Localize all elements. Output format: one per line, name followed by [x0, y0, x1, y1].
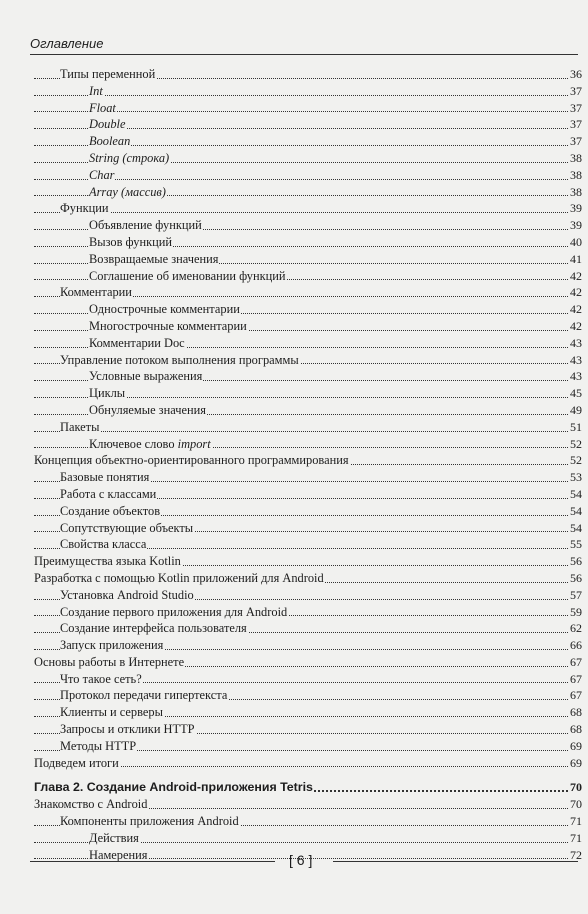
toc-entry-title: Намерения [89, 847, 148, 862]
toc-entry [34, 200, 582, 217]
toc-entry [34, 830, 582, 847]
toc-entry-title: String (строка) [89, 150, 170, 165]
footer-rule-right [333, 861, 578, 862]
toc-entry-title: Базовые понятия [60, 470, 150, 485]
toc-entry-title: Комментарии Doc [89, 335, 185, 350]
table-of-contents [34, 66, 582, 863]
toc-page-number: 68 [570, 722, 582, 737]
toc-entry [34, 268, 582, 285]
toc-page-number: 41 [570, 251, 582, 266]
toc-page-number: 36 [570, 67, 582, 81]
toc-entry-title: Создание объектов [60, 503, 161, 518]
toc-entry-title: Однострочные комментарии [89, 302, 240, 317]
toc-entry [34, 704, 582, 721]
toc-page-number: 70 [570, 780, 582, 795]
toc-page-number: 39 [570, 218, 582, 233]
toc-page-number: 45 [570, 386, 582, 401]
toc-entry [34, 116, 582, 133]
toc-entry [34, 570, 582, 587]
page-number: [ 6 ] [289, 852, 313, 868]
toc-page-number: 72 [570, 847, 582, 862]
toc-entry-title: Комментарии [60, 285, 132, 300]
toc-entry-title: Основы работы в Интернете [34, 654, 185, 669]
toc-entry-title: Компоненты приложения Android [60, 814, 239, 829]
toc-page-number: 52 [570, 436, 582, 451]
toc-entry [34, 184, 582, 201]
toc-entry-title: Сопутствующие объекты [60, 520, 194, 535]
toc-entry-title: Float [89, 100, 116, 115]
toc-entry-title: Запросы и отклики HTTP [60, 722, 195, 737]
header-rule [30, 54, 578, 55]
toc-entry-title: Действия [89, 830, 139, 845]
toc-entry [34, 796, 582, 813]
toc-page-number: 54 [570, 486, 582, 501]
toc-entry [34, 402, 582, 419]
toc-entry [34, 637, 582, 654]
toc-entry-title: Типы переменной [60, 67, 156, 81]
toc-page-number: 54 [570, 520, 582, 535]
toc-page-number: 38 [570, 184, 582, 199]
toc-page-number: 67 [570, 688, 582, 703]
toc-entry [34, 352, 582, 369]
toc-page-number: 42 [570, 302, 582, 317]
toc-page-number: 70 [570, 797, 582, 812]
toc-entry [34, 301, 582, 318]
toc-entry-title: Запуск приложения [60, 638, 164, 653]
toc-entry [34, 469, 582, 486]
toc-page-number: 37 [570, 83, 582, 98]
toc-entry-title: Пакеты [60, 419, 100, 434]
toc-entry [34, 66, 582, 83]
toc-entry-title: Клиенты и серверы [60, 705, 163, 720]
toc-entry [34, 503, 582, 520]
toc-entry [34, 654, 582, 671]
toc-entry [34, 738, 582, 755]
toc-page-number: 62 [570, 621, 582, 636]
toc-page-number: 71 [570, 814, 582, 829]
toc-leader-dots [34, 95, 568, 96]
toc-entry-title: Char [89, 167, 115, 182]
toc-page-number: 71 [570, 830, 582, 845]
toc-entry-title: Возвращаемые значения [89, 251, 219, 266]
toc-page-number: 42 [570, 268, 582, 283]
toc-page-number: 51 [570, 419, 582, 434]
toc-page-number: 43 [570, 352, 582, 367]
toc-entry [34, 167, 582, 184]
toc-page-number: 49 [570, 402, 582, 417]
toc-entry-title: Управление потоком выполнения программы [60, 352, 299, 367]
toc-entry [34, 553, 582, 570]
toc-entry-title: Многострочные комментарии [89, 318, 247, 333]
toc-page-number: 40 [570, 234, 582, 249]
toc-entry-title: Подведем итоги [34, 755, 119, 770]
toc-entry-title: Условные выражения [89, 369, 203, 384]
toc-entry [34, 721, 582, 738]
toc-entry [34, 536, 582, 553]
toc-entry [34, 687, 582, 704]
toc-page-number: 39 [570, 201, 582, 216]
toc-page-number: 53 [570, 470, 582, 485]
toc-entry [34, 419, 582, 436]
toc-entry-title: Array (массив) [89, 184, 166, 199]
toc-entry-title: Объявление функций [89, 218, 202, 233]
toc-page-number: 42 [570, 285, 582, 300]
toc-entry-title: Что такое сеть? [60, 671, 142, 686]
toc-entry-title: Соглашение об именовании функций [89, 268, 286, 283]
toc-page-number: 52 [570, 453, 582, 468]
toc-entry-title: Создание интерфейса пользователя [60, 621, 247, 636]
toc-entry [34, 133, 582, 150]
toc-page-number: 67 [570, 654, 582, 669]
toc-entry [34, 83, 582, 100]
toc-entry [34, 368, 582, 385]
toc-entry [34, 813, 582, 830]
toc-entry [34, 520, 582, 537]
toc-page-number: 67 [570, 671, 582, 686]
toc-page-number: 54 [570, 503, 582, 518]
toc-page-number: 37 [570, 134, 582, 149]
toc-entry-title: Boolean [89, 134, 131, 149]
toc-entry [34, 385, 582, 402]
toc-entry [34, 234, 582, 251]
toc-entry [34, 486, 582, 503]
toc-page-number: 38 [570, 167, 582, 182]
page-header-title: Оглавление [30, 36, 104, 51]
toc-page-number: 43 [570, 369, 582, 384]
toc-entry [34, 100, 582, 117]
toc-entry-title: Разработка с помощью Kotlin приложений для Android [34, 570, 324, 585]
toc-entry-title: Глава 2. Создание Android-приложения Tetris [34, 780, 313, 795]
toc-entry [34, 150, 582, 167]
toc-entry [34, 318, 582, 335]
toc-page-number: 56 [570, 570, 582, 585]
toc-page-number: 37 [570, 117, 582, 132]
toc-entry-title: Протокол передачи гипертекста [60, 688, 228, 703]
toc-entry [34, 620, 582, 637]
toc-page-number: 56 [570, 554, 582, 569]
toc-entry-title: Int [89, 83, 103, 98]
toc-entry-title: Установка Android Studio [60, 587, 194, 602]
toc-entry-title: Методы HTTP [60, 738, 137, 753]
toc-page-number: 69 [570, 755, 582, 770]
toc-page-number: 38 [570, 150, 582, 165]
toc-page-number: 37 [570, 100, 582, 115]
toc-page-number: 68 [570, 705, 582, 720]
toc-entry [34, 755, 582, 772]
toc-entry-title: Функции [60, 201, 109, 216]
toc-entry [34, 452, 582, 469]
toc-entry-title: Вызов функций [89, 234, 173, 249]
toc-entry [34, 251, 582, 268]
toc-entry-title: Преимущества языка Kotlin [34, 554, 181, 569]
page-footer [30, 852, 578, 872]
toc-entry [34, 284, 582, 301]
toc-entry-title: Double [89, 117, 126, 132]
toc-entry-title: Знакомство с Android [34, 797, 148, 812]
toc-entry [34, 217, 582, 234]
toc-leader-dots [34, 431, 568, 432]
toc-page-number: 42 [570, 318, 582, 333]
toc-entry [34, 587, 582, 604]
toc-entry [34, 436, 582, 453]
toc-entry-title: Концепция объектно-ориентированного программирования [34, 453, 349, 468]
toc-entry-title: Циклы [89, 386, 126, 401]
toc-entry [34, 604, 582, 621]
toc-entry-title: Обнуляемые значения [89, 402, 206, 417]
toc-page-number: 66 [570, 638, 582, 653]
toc-page-number: 57 [570, 587, 582, 602]
toc-page-number: 59 [570, 604, 582, 619]
toc-chapter-entry [34, 779, 582, 796]
toc-entry-title: Ключевое слово import [89, 436, 211, 451]
footer-rule-left [30, 861, 275, 862]
toc-entry-title: Создание первого приложения для Android [60, 604, 288, 619]
toc-leader-dots [34, 212, 568, 213]
toc-page-number: 69 [570, 738, 582, 753]
toc-entry [34, 671, 582, 688]
toc-entry-title: Работа с классами [60, 486, 157, 501]
toc-page-number: 43 [570, 335, 582, 350]
toc-entry [34, 335, 582, 352]
toc-entry-keyword: import [177, 436, 211, 451]
toc-page-number: 55 [570, 537, 582, 552]
toc-entry-title: Свойства класса [60, 537, 147, 552]
